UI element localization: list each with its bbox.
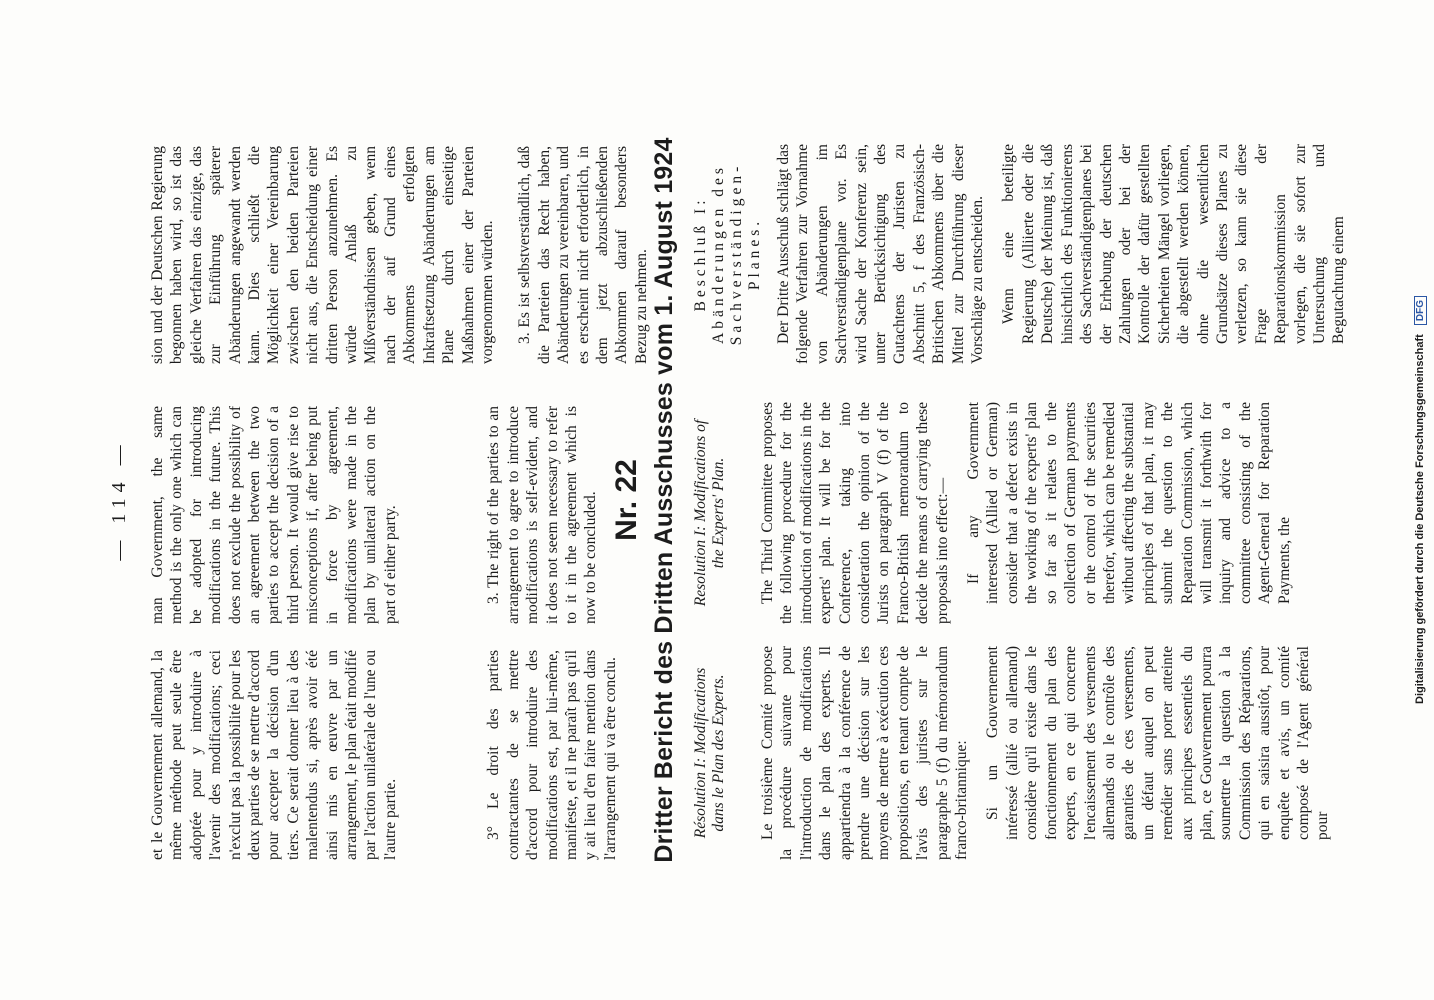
credit-text: Digitalisierung gefördert durch die Deutsche Forschungsgemeinschaft — [1414, 334, 1426, 704]
resolution-english-paragraph: The Third Committee proposes the following procedure for the introduction of modifications in the experts' plan. It will be for the Conference, taking into consideration the opinion of the Jurists on paragraph V (f) of the Franco-British memorandum to decide the means of carrying these proposals into effect:— — [759, 402, 951, 624]
top-column-french — [148, 650, 620, 860]
resolution-english-paragraph: If any Government interested (Allied or German) consider that a defect exists in the working of the experts' plan so far as it relates to the collection of German payments or the control of the securities therefor, which can be remedied without affecting the substantial principles of that plan, it may submit the question to the Reparation Commission, which will transmit it forthwith for inquiry and advice to a committee consisting of the Agent-General for Reparation Payments, the — [965, 402, 1293, 604]
top-english-paragraph: 3. The right of the parties to an arrangement to agree to introduce modifications is self-evident, and it does not seem necessary to refer to it in the agreement which is now to be concluded. — [485, 406, 600, 624]
top-french-paragraph: 3° Le droit des parties contractantes de se mettre d'accord pour introduire des modifications est, par lui-même, manifeste, et il ne paraît pas qu'il y ait lieu d'en faire mention dans l'arrangement qui va être conclu. — [485, 650, 619, 860]
resolution-german-paragraph: Wenn eine beteiligte Regierung (Alliierte oder die Deutsche) der Meinung ist, daß hinsichtlich des Funktionierens des Sachverständigenplanes bei der Erhebung der deutschen Zahlungen oder bei der Kontrolle der dafür gestellten Sicherheiten Mängel vorliegen, die abgestellt werden können, ohne die wesentlichen Grundsätze dieses Planes zu verletzen, so kann sie diese Frage der Reparationskommission vorlegen, die sie sofort zur Untersuchung und Begutachtung einem — [1000, 144, 1348, 344]
top-german-paragraph: 3. Es ist selbstverständlich, daß die Parteien das Recht haben, Abänderungen zu vereinbaren, und es erscheint nicht erforderlich, in dem jetzt abzuschließenden Abkommen darauf besonders Bezug zu nehmen. — [516, 146, 650, 364]
page-number: — 114 — — [108, 439, 130, 561]
resolution-heading-french: Résolution I: Modifications dans le Plan des Experts. — [692, 667, 727, 839]
resolution-heading-english: Resolution I: Modifications of the Experts' Plan. — [692, 419, 727, 607]
resolution-french-paragraph: Si un Gouvernement intéressé (allié ou allemand) considère qu'il existe dans le fonctionnement du plan des experts, en ce qui concerne l'encaissement des versements allemands ou le contrôle des garanties de ces versements, un défaut auquel on peut remédier sans porter atteinte aux principes essentiels du plan, ce Gouvernement pourra soumettre la question à la Commission des Réparations, qui en saisira aussitôt, pour enquête et avis, un comité composé de l'Agent général pour — [984, 646, 1332, 840]
top-column-english — [148, 406, 601, 624]
resolution-french-paragraph: Le troisième Comité propose la procédure suivante pour l'introduction de modifications dans le plan des experts. Il appartiendra à la conférence de prendre une décision sur les moyens de mettre à exécution ces propositions, en tenant compte de l'avis des juristes sur le paragraphe 5 (f) du mémorandum franco-britannique: — [759, 646, 971, 860]
top-english-paragraph: man Government, the same method is the only one which can be adopted for introducing modifications in the future. This does not exclude the possibility of an agreement between the two parties to accept the decision of a third person. It would give rise to misconceptions if, after being put in force by agreement, modifications were made in the plan by unilateral action on the part of either party. — [149, 406, 399, 624]
resolution-german — [692, 144, 1349, 364]
resolution-german-paragraph: Der Dritte Ausschuß schlägt das folgende Verfahren zur Vornahme von Abänderungen im Sachverständigenplane vor. Es wird Sache der Konferenz sein, unter Berücksichtigung des Gutachtens der Juristen zu Abschnitt 5, f des Französisch-Britischen Abkommens über die Mittel zur Durchführung dieser Vorschläge zu entscheiden. — [775, 144, 987, 364]
resolution-french — [692, 646, 1333, 860]
top-column-german — [148, 146, 651, 364]
resolution-heading-german: Beschluß I: Abänderungen des Sachverständigen- Planes. — [692, 162, 763, 346]
top-german-paragraph: sion und der Deutschen Regierung begonnen haben wird, so ist das gleiche Verfahren das einzige, das zur Einführung späterer Abänderungen angewandt werden kann. Dies schließt die Möglichkeit einer Vereinbarung zwischen den beiden Parteien nicht aus, die Entscheidung einer dritten Person anzunehmen. Es würde Anlaß zu Mißverständnissen geben, wenn nach der auf Grund eines Abkommens erfolgten Inkraftsetzung Abänderungen am Plane durch einseitige Maßnahmen einer der Parteien vorgenommen würden. — [149, 146, 496, 364]
dfg-logo: DFG — [1414, 296, 1427, 325]
top-french-paragraph: et le Gouvernement allemand, la même méthode peut seule être adoptée pour y introduire à l'avenir des modifications; ceci n'exclut pas la possibilité pour les deux parties de se mettre d'accord pour accepter la décision d'un tiers. Ce serait donner lieu à des malentendus si, après avoir été ainsi mis en œuvre par un arrangement, le plan était modifié par l'action unilatérale de l'une ou l'autre partie. — [149, 650, 399, 860]
digitization-credit — [1414, 0, 1427, 1000]
resolution-english — [692, 402, 1294, 624]
document-title: Dritter Bericht des Dritten Ausschusses vom 1. August 1924 — [650, 137, 678, 863]
document-number: Nr. 22 — [610, 459, 643, 541]
